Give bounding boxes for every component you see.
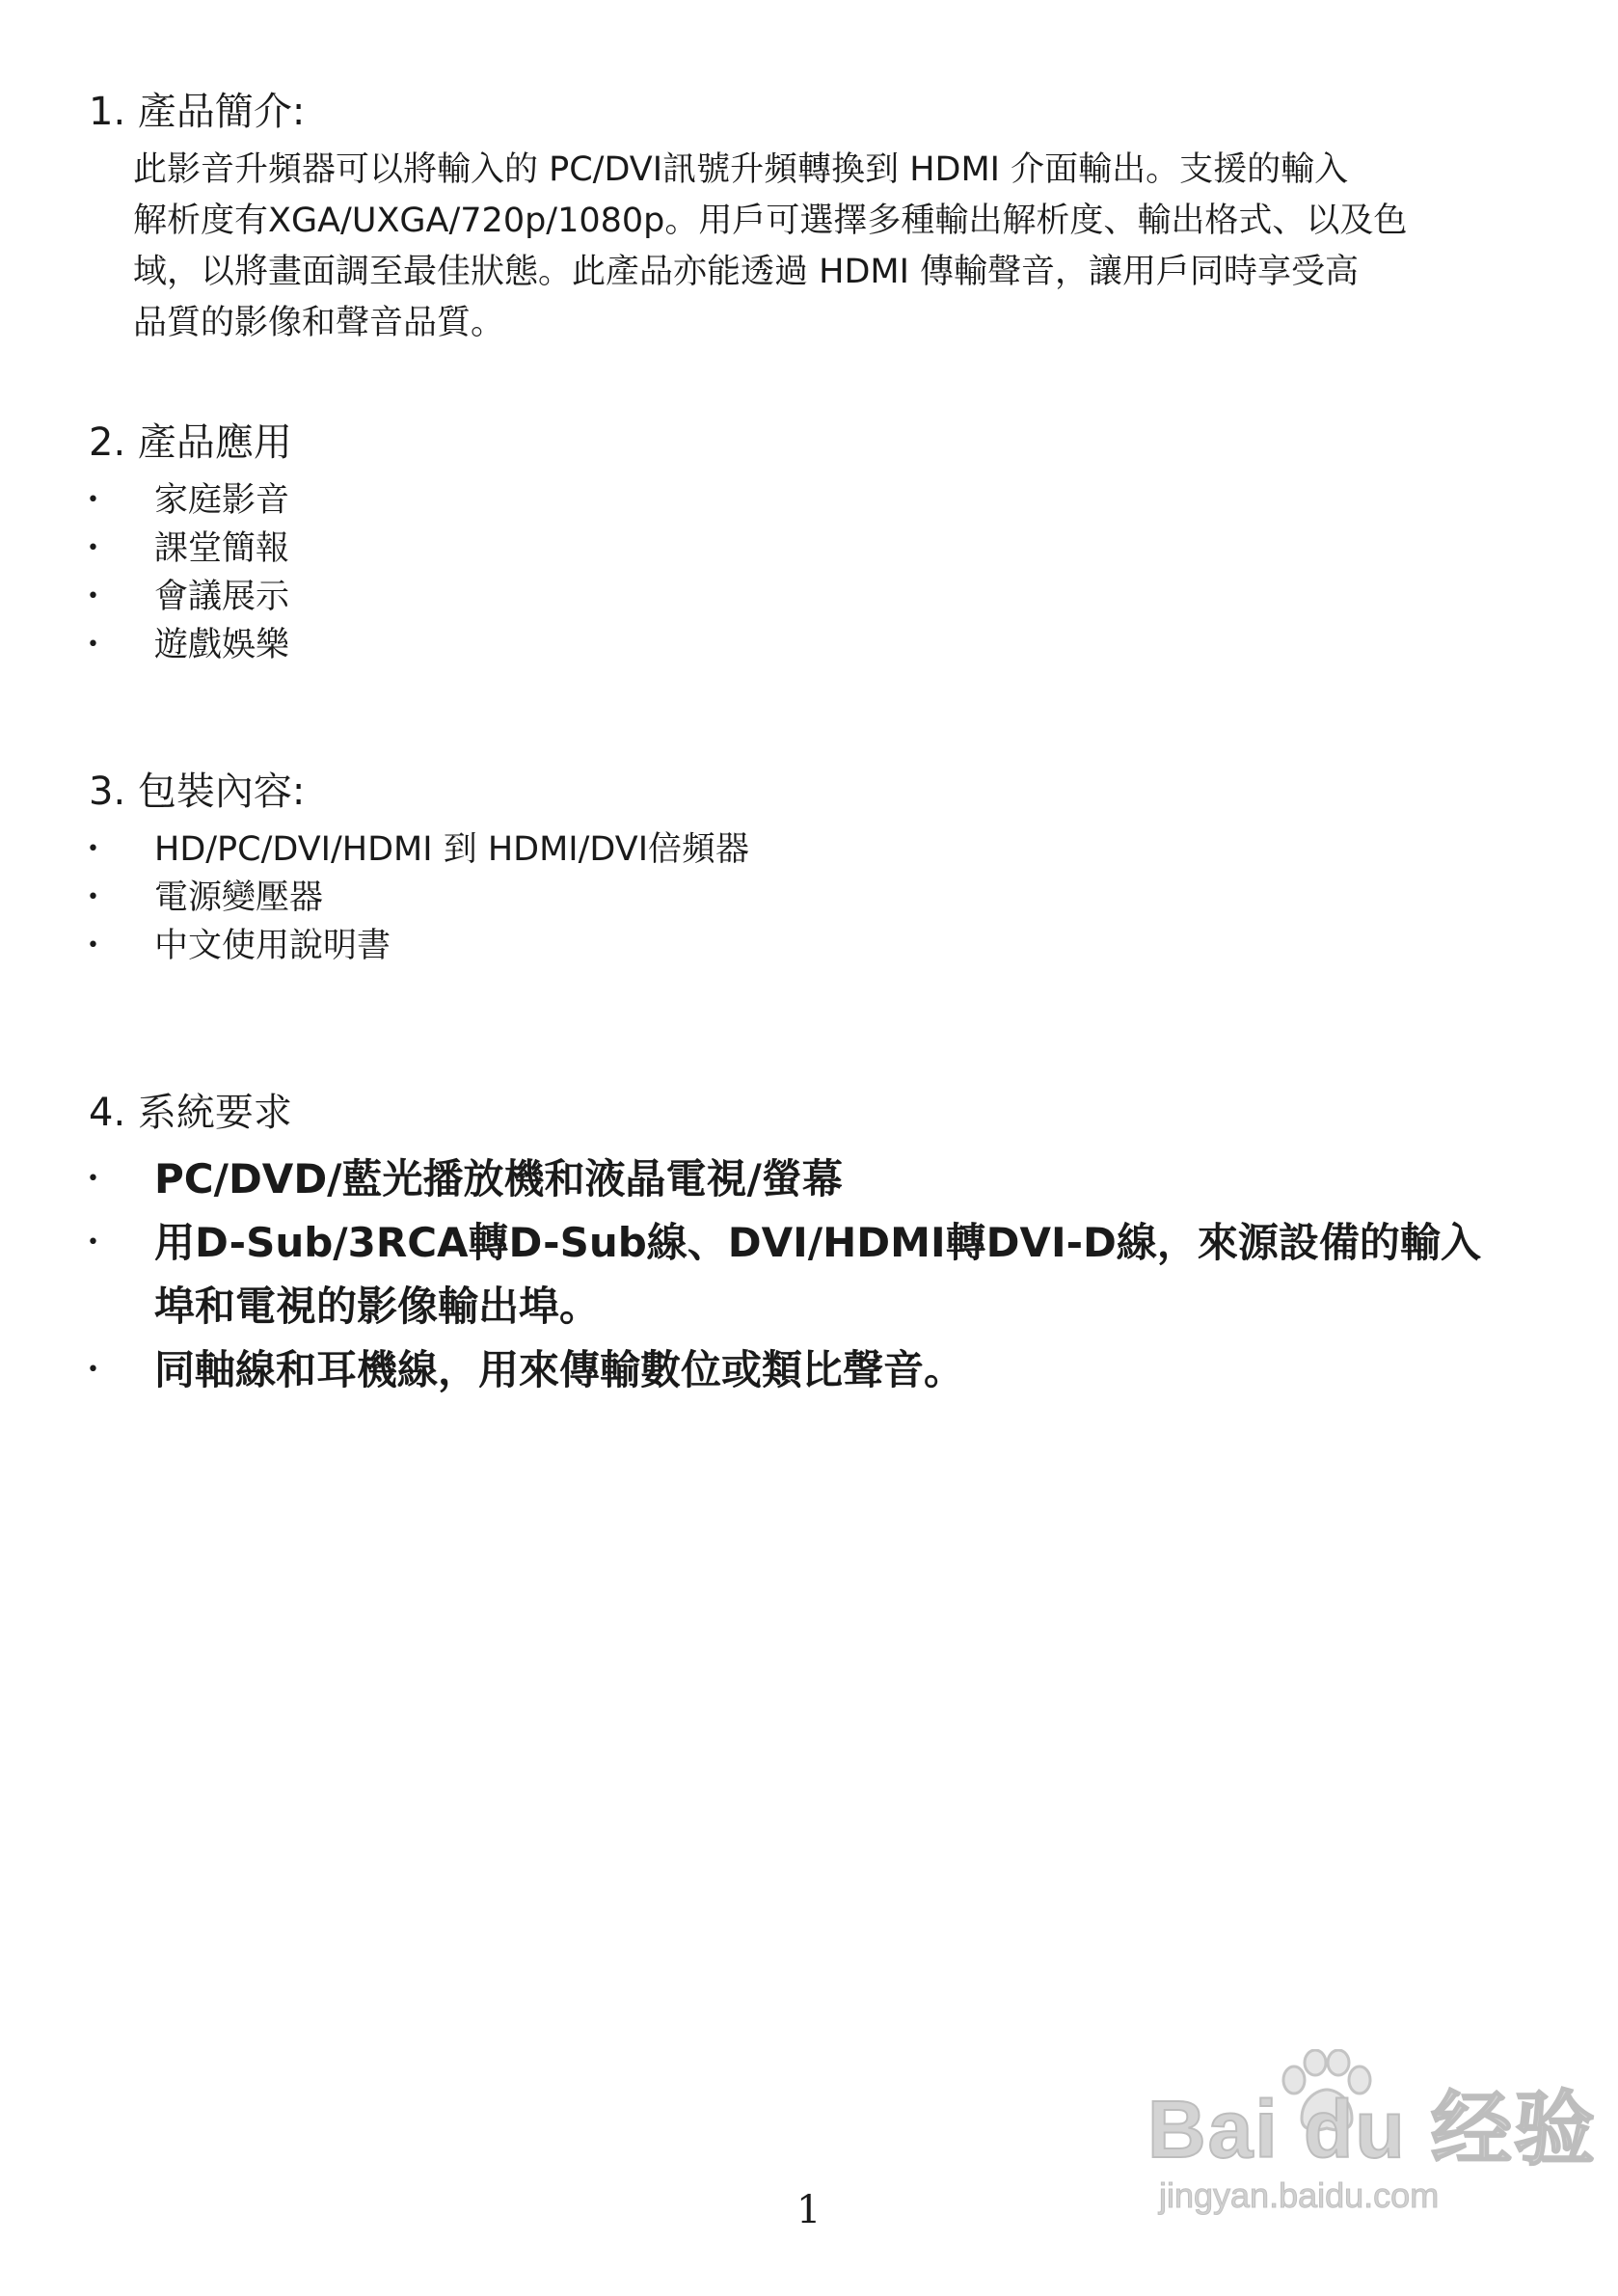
bullet-icon: • xyxy=(87,1230,99,1255)
list-item-text xyxy=(154,1211,1481,1338)
paragraph-line: 此影音升頻器可以將輸入的 PC/DVI訊號升頻轉換到 HDMI 介面輸出。支援的輸入 xyxy=(133,150,1349,189)
list-item-text: 中文使用說明書 xyxy=(154,927,391,965)
section-1-heading: 1. 產品簡介: xyxy=(89,90,306,134)
list-item-text: HD/PC/DVI/HDMI 到 HDMI/DVI倍頻器 xyxy=(154,830,750,869)
bullet-icon: • xyxy=(87,584,99,608)
list-item-text: 電源變壓器 xyxy=(154,878,324,917)
list-item-text: 遊戲娛樂 xyxy=(154,626,290,664)
list-item-text: 課堂簡報 xyxy=(154,529,290,568)
bullet-icon: • xyxy=(87,885,99,909)
list-item-text: 會議展示 xyxy=(154,578,290,616)
list-item-text xyxy=(154,1338,964,1402)
paragraph-line: 解析度有XGA/UXGA/720p/1080p。用戶可選擇多種輸出解析度、輸出格式、以及色 xyxy=(133,202,1408,240)
section-2-heading: 2. 產品應用 xyxy=(89,420,292,465)
list-item-line: 埠和電視的影像輸出埠。 xyxy=(154,1283,601,1330)
list-item-text xyxy=(154,1148,843,1211)
bullet-icon: • xyxy=(87,536,99,560)
bullet-icon: • xyxy=(87,837,99,861)
list-item-line: PC/DVD/藍光播放機和液晶電視/螢幕 xyxy=(154,1155,843,1202)
watermark-site: jingyan.baidu.com xyxy=(1159,2175,1440,2215)
list-item-line: 用D-Sub/3RCA轉D-Sub線、DVI/HDMI轉DVI-D線，來源設備的輸入 xyxy=(154,1219,1481,1266)
section-1-paragraph xyxy=(133,145,1560,349)
list-item-line: 同軸線和耳機線，用來傳輸數位或類比聲音。 xyxy=(154,1346,965,1393)
watermark-brand: Bai du 经验 xyxy=(1147,2084,1598,2174)
section-3-heading: 3. 包裝內容: xyxy=(89,770,306,814)
bullet-icon: • xyxy=(87,633,99,657)
paragraph-line: 域，以將畫面調至最佳狀態。此產品亦能透過 HDMI 傳輸聲音，讓用戶同時享受高 xyxy=(133,253,1360,291)
list-item-text: 家庭影音 xyxy=(154,481,290,520)
bullet-icon: • xyxy=(87,1167,99,1191)
page-number: 1 xyxy=(796,2188,822,2232)
paragraph-line: 品質的影像和聲音品質。 xyxy=(133,304,505,342)
baidu-watermark xyxy=(1147,2049,1598,2242)
section-4-heading: 4. 系統要求 xyxy=(89,1091,292,1135)
bullet-icon: • xyxy=(87,488,99,512)
bullet-icon: • xyxy=(87,1358,99,1382)
bullet-icon: • xyxy=(87,933,99,958)
